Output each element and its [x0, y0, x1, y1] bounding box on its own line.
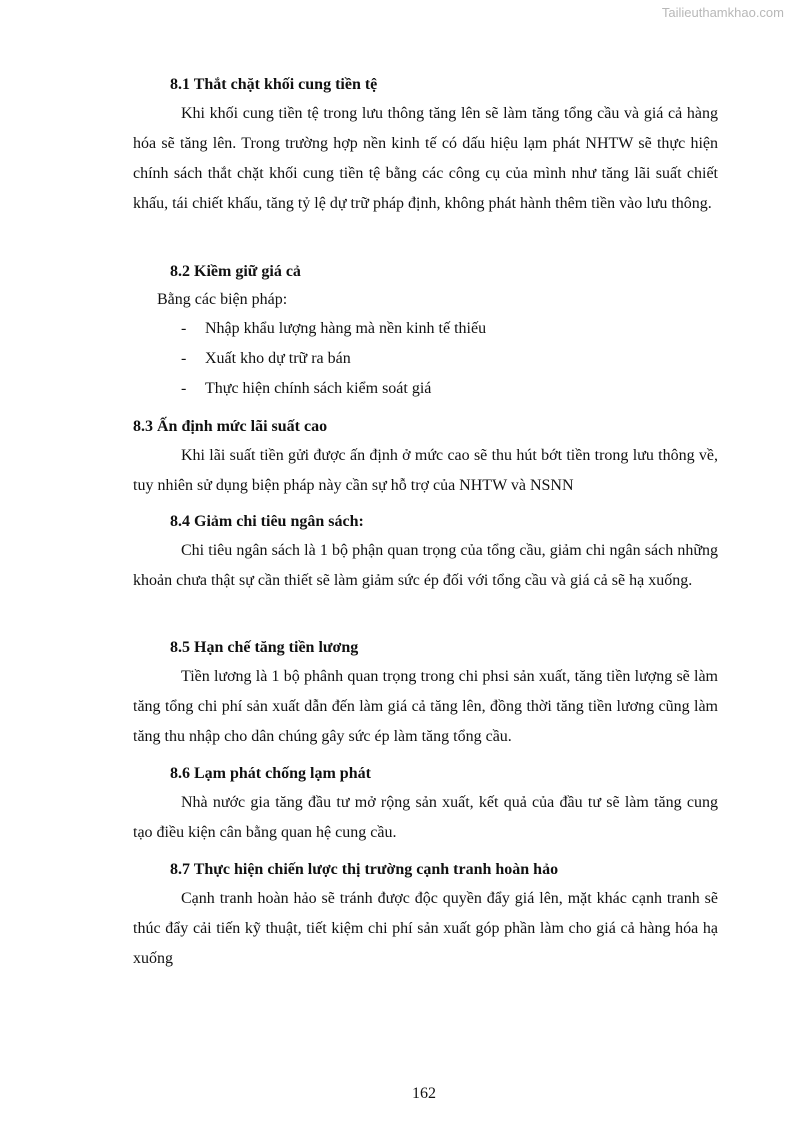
list-item-text: Xuất kho dự trữ ra bán: [205, 350, 351, 367]
paragraph-8-4: Chi tiêu ngân sách là 1 bộ phận quan trọng của tổng cầu, giảm chi ngân sách những khoản chưa thật sự cần thiết sẽ làm giảm sức ép đối với tổng cầu và giá cả sẽ hạ xuống.: [133, 542, 718, 589]
intro-8-2: Bằng các biện pháp:: [157, 291, 288, 308]
list-item-text: Thực hiện chính sách kiểm soát giá: [205, 380, 432, 397]
bullet-dash: -: [181, 380, 187, 397]
heading-8-1: 8.1 Thắt chặt khối cung tiền tệ: [170, 76, 378, 93]
list-item: [181, 344, 351, 374]
list-item: [181, 374, 431, 404]
list-item: [181, 314, 486, 344]
paragraph-8-6: Nhà nước gia tăng đầu tư mở rộng sản xuất, kết quả của đầu tư sẽ làm tăng cung tạo điều kiện cân bằng quan hệ cung cầu.: [133, 794, 718, 841]
paragraph-8-5: Tiền lương là 1 bộ phânh quan trọng trong chi phsi sản xuất, tăng tiền lượng sẽ làm tăng tổng chi phí sản xuất dẫn đến làm giá cả tăng lên, đồng thời tăng tiền lương cũng làm tăng thu nhập cho dân chúng gây sức ép làm tăng tổng cầu.: [133, 668, 718, 745]
heading-8-3: 8.3 Ấn định mức lãi suất cao: [133, 418, 328, 435]
heading-8-6: 8.6 Lạm phát chống lạm phát: [170, 765, 371, 782]
paragraph-8-1: Khi khối cung tiền tệ trong lưu thông tăng lên sẽ làm tăng tổng cầu và giá cả hàng hóa sẽ tăng lên. Trong trường hợp nền kinh tế có dấu hiệu lạm phát NHTW sẽ thực hiện chính sách thắt chặt khối cung tiền tệ bằng các công cụ của mình như tăng lãi suất chiết khấu, tái chiết khấu, tăng tỷ lệ dự trữ pháp định, không phát hành thêm tiền vào lưu thông.: [133, 105, 718, 212]
paragraph-8-3: Khi lãi suất tiền gửi được ấn định ở mức cao sẽ thu hút bớt tiền trong lưu thông về, tuy nhiên sử dụng biện pháp này cần sự hỗ trợ của NHTW và NSNN: [133, 447, 718, 494]
bullet-dash: -: [181, 320, 187, 337]
watermark: Tailieuthamkhao.com: [661, 5, 784, 20]
heading-8-7: 8.7 Thực hiện chiến lược thị trường cạnh tranh hoàn hảo: [170, 861, 559, 878]
heading-8-5: 8.5 Hạn chế tăng tiền lương: [170, 639, 359, 656]
heading-8-2: 8.2 Kiềm giữ giá cả: [170, 263, 301, 280]
paragraph-8-7: Cạnh tranh hoàn hảo sẽ tránh được độc quyền đẩy giá lên, mặt khác cạnh tranh sẽ thúc đẩy cải tiến kỹ thuật, tiết kiệm chi phí sản xuất góp phần làm cho giá cả hàng hóa hạ xuống: [133, 890, 718, 967]
page-number: 162: [412, 1085, 436, 1102]
bullet-dash: -: [181, 350, 187, 367]
list-item-text: Nhập khẩu lượng hàng mà nền kinh tế thiếu: [205, 320, 487, 337]
heading-8-4: 8.4 Giảm chi tiêu ngân sách:: [170, 513, 364, 530]
